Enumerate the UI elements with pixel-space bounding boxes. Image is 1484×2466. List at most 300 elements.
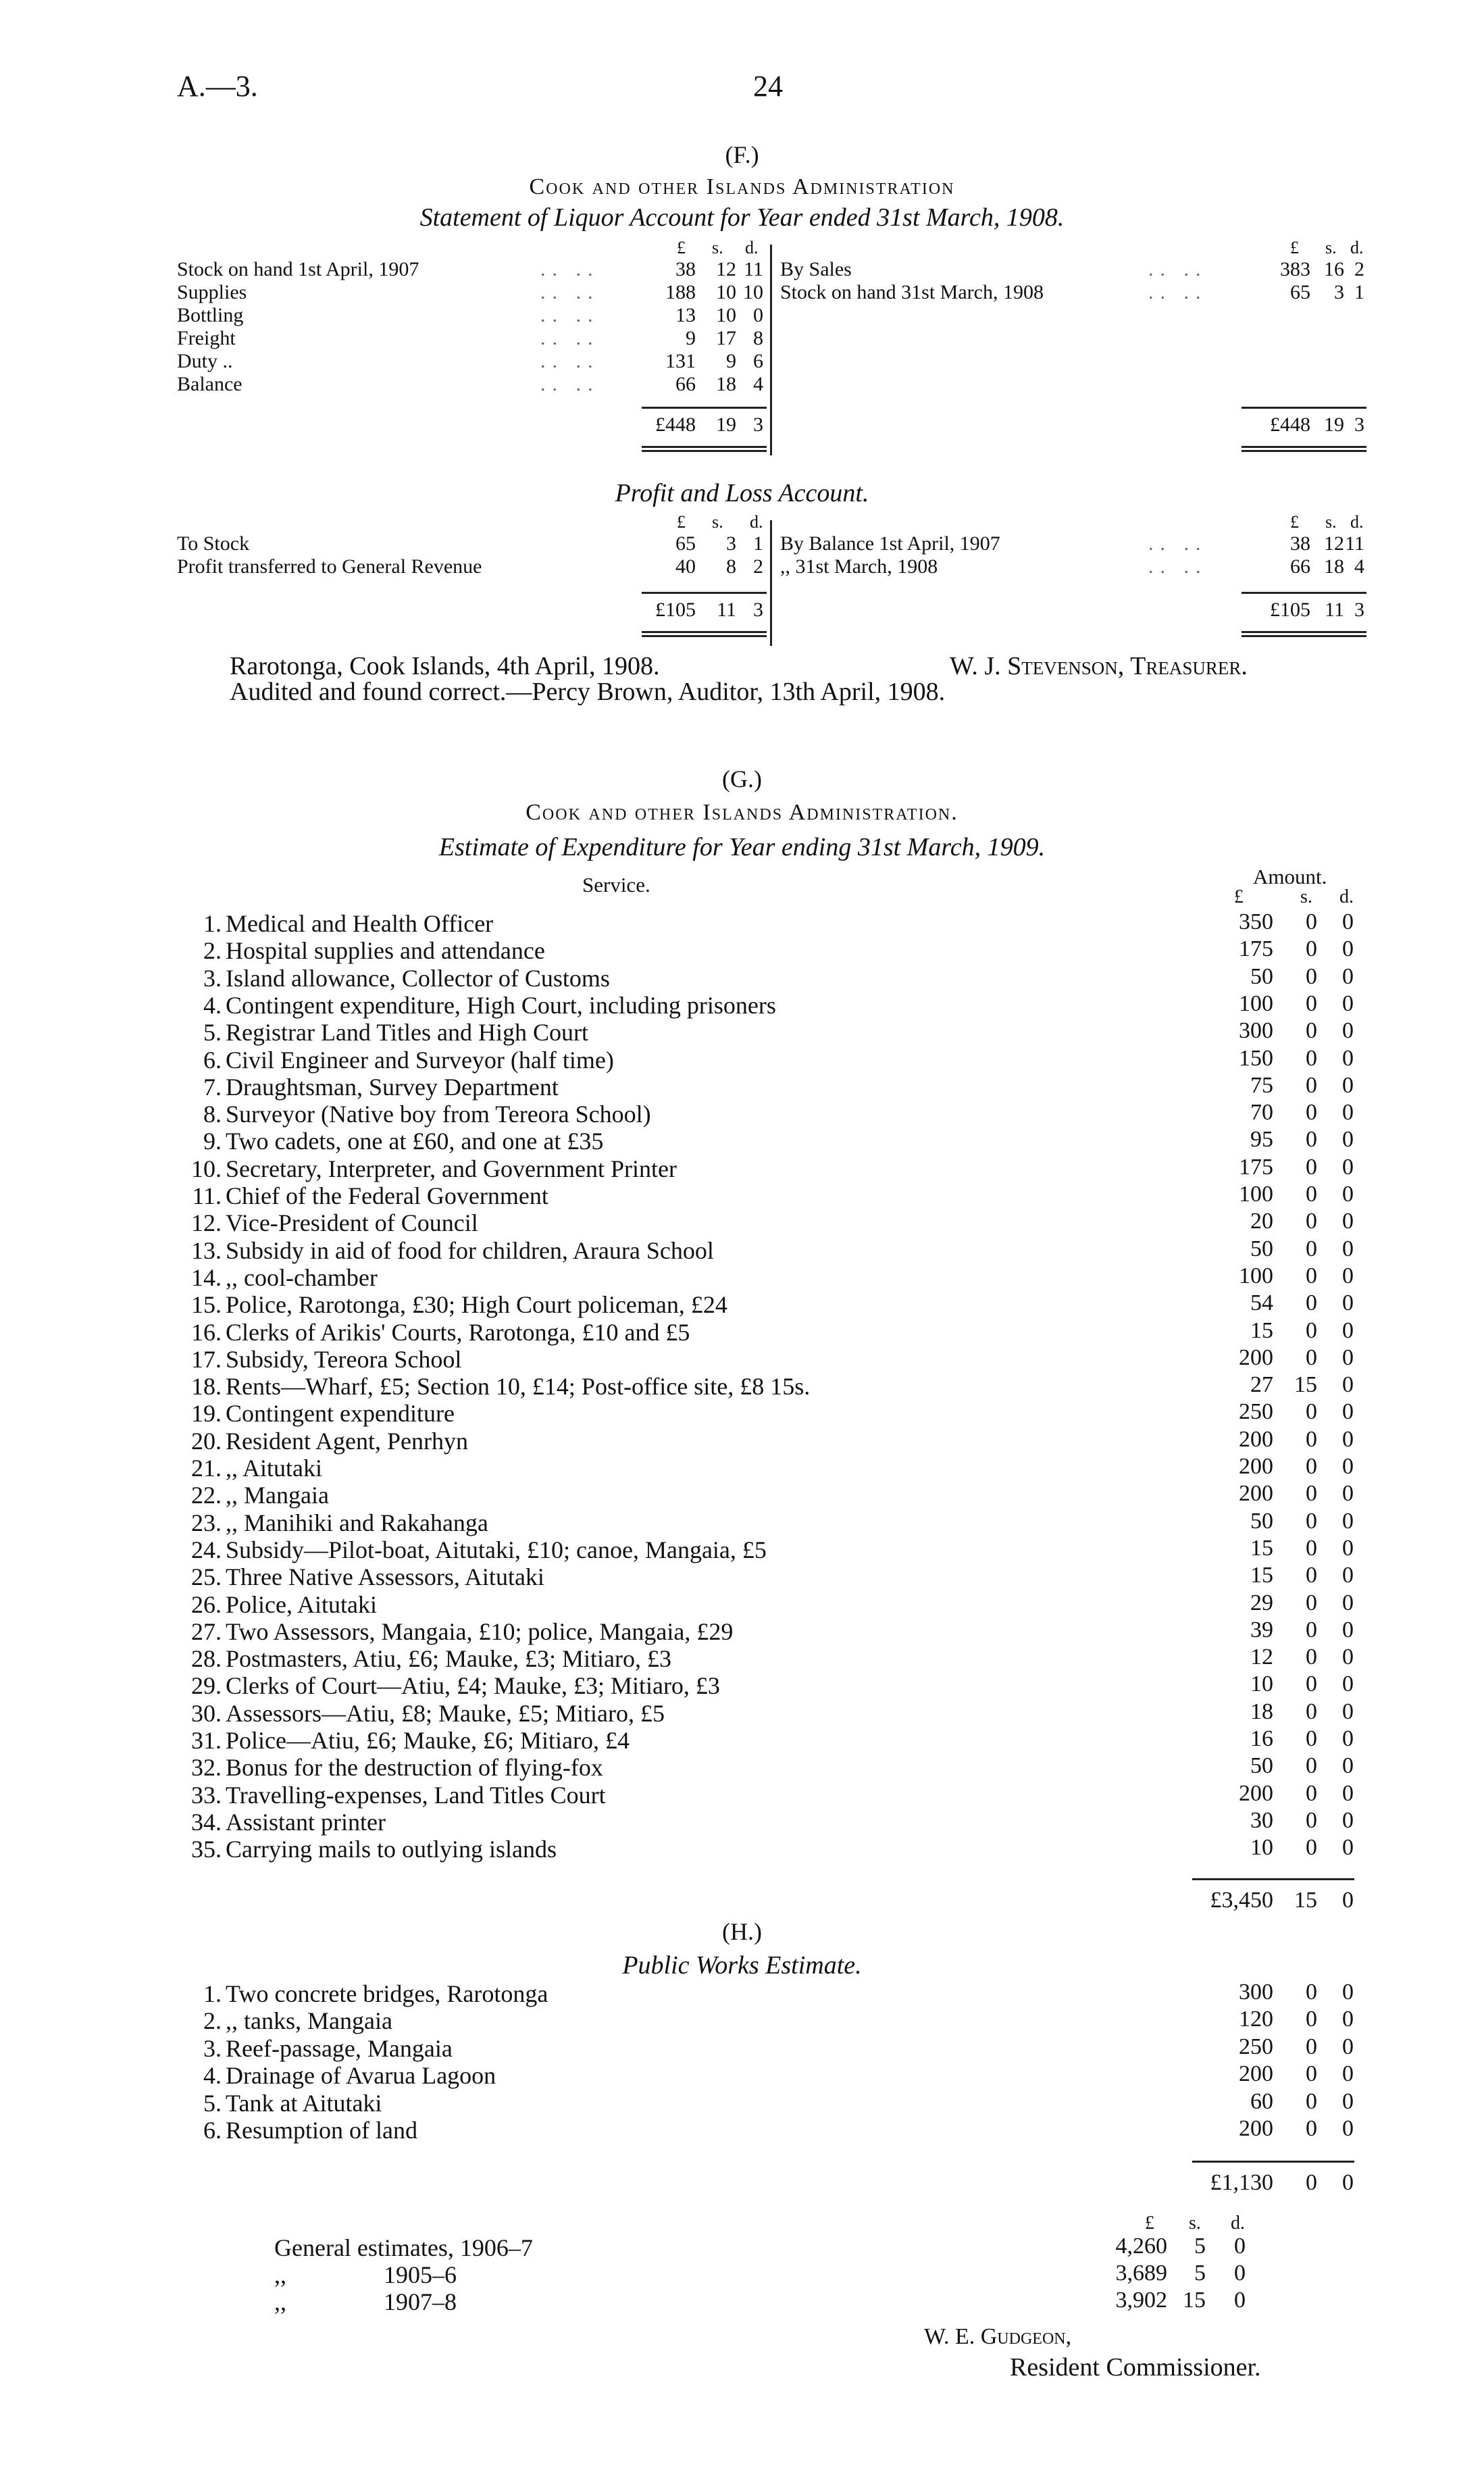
f-left-leader: .. .. [540, 304, 600, 326]
list-item-shillings: 0 [1306, 1535, 1317, 1561]
list-item-pence: 0 [1342, 1209, 1354, 1234]
list-item-label: Two Assessors, Mangaia, £10; police, Mangaia, £29 [226, 1617, 734, 1645]
list-item-label: Three Native Assessors, Aitutaki [226, 1563, 544, 1591]
f-total-left-pounds: £448 [655, 413, 696, 436]
list-item-pence: 0 [1342, 1644, 1354, 1670]
list-item-shillings: 0 [1306, 1617, 1317, 1642]
gen-pounds: 4,260 [1115, 2234, 1167, 2259]
list-item-label: Two cadets, one at £60, and one at £35 [226, 1128, 604, 1155]
f-right-label: By Sales [780, 258, 852, 280]
gen-label: General estimates, 1906–7 [274, 2234, 533, 2261]
list-item-label: Chief of the Federal Government [226, 1182, 548, 1209]
list-item-pounds: 15 [1250, 1563, 1273, 1588]
list-item-pounds: 10 [1250, 1671, 1273, 1697]
list-item-shillings: 0 [1306, 909, 1317, 934]
list-item-label: Rents—Wharf, £5; Section 10, £14; Post-office site, £8 15s. [226, 1373, 811, 1401]
list-item-pence: 0 [1342, 1535, 1354, 1561]
list-item-pounds: 15 [1250, 1535, 1273, 1561]
list-item-pence: 0 [1342, 1980, 1354, 2005]
list-item-shillings: 0 [1306, 1590, 1317, 1615]
list-item-shillings: 0 [1306, 1209, 1317, 1234]
list-item-label: Carrying mails to outlying islands [226, 1836, 557, 1863]
list-item-pounds: 100 [1239, 1263, 1273, 1288]
list-item-number: 10. [191, 1155, 222, 1182]
f-left-leader: .. .. [540, 350, 600, 372]
f-right-pounds: 383 [1280, 258, 1310, 280]
f-left-pounds: 9 [686, 327, 696, 349]
list-item-label: Subsidy—Pilot-boat, Aitutaki, £10; canoe, Mangaia, £5 [226, 1536, 767, 1563]
pl-total-rule [1242, 631, 1366, 633]
list-item-pounds: 175 [1239, 1154, 1273, 1180]
f-left-pence: 6 [753, 350, 763, 372]
list-item-pence: 0 [1342, 1018, 1354, 1044]
pl-total-rule [1242, 635, 1366, 637]
f-left-pence: 0 [753, 304, 763, 326]
pl-right-label: By Balance 1st April, 1907 [780, 532, 1000, 555]
section-h-letter: (H.) [722, 1918, 762, 1945]
list-item-pence: 0 [1342, 936, 1354, 962]
list-item-pence: 0 [1342, 1072, 1354, 1098]
commissioner-title: Resident Commissioner. [1010, 2353, 1261, 2382]
section-f-letter: (F.) [725, 141, 759, 168]
list-item-label: Reef-passage, Mangaia [226, 2034, 453, 2062]
list-item-shillings: 0 [1306, 1753, 1317, 1779]
list-item-number: 15. [191, 1291, 222, 1319]
list-item-pounds: 39 [1250, 1617, 1273, 1642]
f-right-pence: 2 [1354, 258, 1364, 280]
commissioner-name: W. E. Gudgeon, [924, 2324, 1072, 2349]
h-total-rule [1192, 2161, 1354, 2163]
g-col-pound: £ [1234, 886, 1244, 907]
section-g-title: Cook and other Islands Administration. [526, 800, 958, 825]
list-item-pounds: 15 [1250, 1317, 1273, 1343]
pl-col-head: d. [1350, 512, 1364, 532]
list-item-shillings: 0 [1306, 1154, 1317, 1180]
gen-col-pound: £ [1145, 2213, 1154, 2234]
list-item-label: ,, Aitutaki [226, 1455, 322, 1482]
pl-right-pounds: 38 [1290, 532, 1310, 555]
pl-left-shillings: 8 [726, 555, 736, 578]
list-item-shillings: 0 [1306, 2007, 1317, 2032]
list-item-shillings: 0 [1306, 1780, 1317, 1806]
list-item-number: 4. [203, 991, 222, 1019]
list-item-shillings: 0 [1306, 1399, 1317, 1425]
f-right-shillings: 16 [1324, 258, 1344, 280]
list-item-label: Surveyor (Native boy from Tereora School) [226, 1101, 651, 1128]
page-number: 24 [753, 70, 783, 103]
list-item-label: Drainage of Avarua Lagoon [226, 2062, 496, 2090]
list-item-label: Assessors—Atiu, £8; Mauke, £5; Mitiaro, £5 [226, 1699, 665, 1727]
list-item-number: 16. [191, 1318, 222, 1346]
f-col-head: s. [712, 238, 723, 257]
list-item-number: 32. [191, 1754, 222, 1782]
pl-left-pounds: 40 [675, 555, 696, 578]
pl-total-right-pounds: £105 [1270, 599, 1310, 621]
list-item-shillings: 0 [1306, 1290, 1317, 1316]
list-item-number: 3. [203, 964, 222, 992]
section-f-title: Cook and other Islands Administration [529, 174, 955, 199]
list-item-pence: 0 [1342, 2061, 1354, 2087]
sign-place: Rarotonga, Cook Islands, 4th April, 1908. [230, 652, 660, 680]
section-g-subtitle: Estimate of Expenditure for Year ending 31st March, 1909. [438, 833, 1046, 861]
f-left-pounds: 188 [665, 281, 696, 303]
g-total-rule [1192, 1878, 1354, 1880]
list-item-number: 5. [203, 1019, 222, 1047]
list-item-shillings: 0 [1306, 2116, 1317, 2141]
pl-total-left-shillings: 11 [717, 599, 736, 621]
list-item-number: 7. [203, 1073, 222, 1101]
list-item-shillings: 0 [1306, 1671, 1317, 1697]
list-item-number: 28. [191, 1645, 222, 1673]
f-left-shillings: 9 [726, 350, 736, 372]
f-right-shillings: 3 [1334, 281, 1344, 303]
list-item-pence: 0 [1342, 1399, 1354, 1425]
list-item-pounds: 100 [1239, 1182, 1273, 1207]
list-item-pounds: 16 [1250, 1726, 1273, 1751]
pl-divider [770, 520, 772, 646]
list-item-label: Contingent expenditure [226, 1400, 455, 1428]
list-item-label: ,, tanks, Mangaia [226, 2007, 392, 2035]
f-total-left-pence: 3 [753, 413, 763, 436]
list-item-pounds: 200 [1239, 2061, 1273, 2087]
f-divider [770, 245, 772, 455]
list-item-pence: 0 [1342, 1045, 1354, 1071]
f-left-pounds: 131 [665, 350, 696, 372]
f-total-right-pounds: £448 [1270, 413, 1310, 436]
list-item-number: 18. [191, 1373, 222, 1401]
list-item-number: 6. [203, 1046, 222, 1074]
f-total-left-shillings: 19 [716, 413, 736, 436]
gen-shillings: 5 [1194, 2234, 1206, 2259]
list-item-label: Resumption of land [226, 2117, 417, 2144]
list-item-shillings: 0 [1306, 1182, 1317, 1207]
pl-total-rule [642, 592, 767, 594]
pl-total-left-pence: 3 [753, 599, 763, 621]
f-col-head: s. [1325, 238, 1337, 257]
gen-col-shilling: s. [1189, 2213, 1201, 2234]
list-item-shillings: 0 [1306, 936, 1317, 962]
list-item-number: 5. [203, 2089, 222, 2117]
list-item-shillings: 0 [1306, 1072, 1317, 1098]
list-item-number: 14. [191, 1263, 222, 1291]
list-item-number: 6. [203, 2117, 222, 2144]
pl-left-label: Profit transferred to General Revenue [177, 555, 482, 578]
list-item-pounds: 30 [1250, 1807, 1273, 1833]
gen-pence: 0 [1234, 2261, 1246, 2286]
pl-right-shillings: 18 [1324, 555, 1344, 578]
list-item-shillings: 0 [1306, 1236, 1317, 1261]
list-item-label: Clerks of Arikis' Courts, Rarotonga, £10 and £5 [226, 1318, 690, 1346]
f-left-label: Bottling [177, 304, 244, 326]
f-left-shillings: 18 [716, 373, 736, 395]
list-item-pounds: 200 [1239, 1344, 1273, 1370]
list-item-pence: 0 [1342, 1481, 1354, 1507]
gen-label: ,, 1905–6 [274, 2261, 457, 2288]
list-item-number: 30. [191, 1699, 222, 1727]
list-item-label: Police, Aitutaki [226, 1590, 377, 1618]
list-item-pounds: 200 [1239, 1426, 1273, 1452]
list-item-pence: 0 [1342, 1726, 1354, 1751]
f-left-label: Balance [177, 373, 242, 395]
total-pounds: £3,450 [1210, 1888, 1273, 1913]
list-item-number: 33. [191, 1781, 222, 1809]
list-item-label: Medical and Health Officer [226, 910, 494, 937]
list-item-pounds: 60 [1250, 2088, 1273, 2114]
f-right-pence: 1 [1354, 281, 1364, 303]
f-total-right-shillings: 19 [1324, 413, 1344, 436]
list-item-label: Draughtsman, Survey Department [226, 1073, 559, 1101]
f-right-leader: .. .. [1148, 258, 1208, 280]
f-left-pence: 11 [744, 258, 763, 280]
list-item-pence: 0 [1342, 990, 1354, 1016]
f-left-label: Duty .. [177, 350, 233, 372]
list-item-number: 31. [191, 1727, 222, 1754]
list-item-pence: 0 [1342, 2034, 1354, 2059]
list-item-label: Registrar Land Titles and High Court [226, 1019, 588, 1047]
page-code: A.—3. [177, 70, 258, 103]
pl-total-rule [642, 635, 767, 637]
list-item-shillings: 0 [1306, 1100, 1317, 1126]
section-f-subtitle: Statement of Liquor Account for Year ended 31st March, 1908. [419, 203, 1065, 232]
list-item-pounds: 95 [1250, 1127, 1273, 1153]
list-item-label: Island allowance, Collector of Customs [226, 964, 610, 992]
list-item-pounds: 20 [1250, 1209, 1273, 1234]
list-item-number: 27. [191, 1617, 222, 1645]
gen-pence: 0 [1234, 2288, 1246, 2313]
list-item-shillings: 0 [1306, 1980, 1317, 2005]
list-item-label: Civil Engineer and Surveyor (half time) [226, 1046, 614, 1074]
gen-shillings: 5 [1194, 2261, 1206, 2286]
list-item-pounds: 300 [1239, 1980, 1273, 2005]
f-left-pounds: 38 [675, 258, 696, 280]
pl-left-pence: 1 [753, 532, 763, 555]
list-item-pence: 0 [1342, 1100, 1354, 1126]
list-item-pounds: 200 [1239, 1454, 1273, 1479]
f-total-rule [1242, 407, 1366, 409]
f-right-leader: .. .. [1148, 281, 1208, 303]
list-item-label: Clerks of Court—Atiu, £4; Mauke, £3; Mitiaro, £3 [226, 1672, 720, 1700]
list-item-pence: 0 [1342, 1263, 1354, 1288]
list-item-pounds: 200 [1239, 2116, 1273, 2141]
pl-right-pence: 4 [1354, 555, 1364, 578]
pl-right-shillings: 12 [1324, 532, 1344, 555]
list-item-pounds: 27 [1250, 1372, 1273, 1398]
section-h-title: Public Works Estimate. [622, 1951, 862, 1980]
list-item-label: Subsidy in aid of food for children, Araura School [226, 1236, 714, 1264]
list-item-pounds: 50 [1250, 1753, 1273, 1779]
list-item-shillings: 0 [1306, 1835, 1317, 1861]
list-item-shillings: 0 [1306, 990, 1317, 1016]
treasurer-signature: W. J. Stevenson, Treasurer. [950, 652, 1248, 680]
f-left-pence: 4 [753, 373, 763, 395]
f-total-rule [642, 450, 767, 452]
list-item-number: 26. [191, 1590, 222, 1618]
list-item-label: Tank at Aitutaki [226, 2089, 382, 2117]
list-item-number: 3. [203, 2034, 222, 2062]
list-item-pounds: 250 [1239, 2034, 1273, 2059]
list-item-shillings: 0 [1306, 1698, 1317, 1724]
profit-loss-title: Profit and Loss Account. [615, 479, 869, 507]
list-item-number: 9. [203, 1128, 222, 1155]
list-item-pounds: 250 [1239, 1399, 1273, 1425]
list-item-shillings: 0 [1306, 2088, 1317, 2114]
list-item-pounds: 50 [1250, 1508, 1273, 1534]
list-item-pence: 0 [1342, 1835, 1354, 1861]
f-col-head: £ [1290, 238, 1299, 257]
pl-left-pence: 2 [753, 555, 763, 578]
list-item-number: 1. [203, 910, 222, 937]
list-item-pence: 0 [1342, 1317, 1354, 1343]
pl-right-label: ,, 31st March, 1908 [780, 555, 938, 578]
list-item-pounds: 200 [1239, 1481, 1273, 1507]
list-item-pence: 0 [1342, 1617, 1354, 1642]
list-item-shillings: 0 [1306, 1563, 1317, 1588]
list-item-label: Resident Agent, Penrhyn [226, 1427, 468, 1455]
list-item-shillings: 0 [1306, 2061, 1317, 2087]
list-item-label: Hospital supplies and attendance [226, 937, 545, 965]
list-item-shillings: 0 [1306, 1807, 1317, 1833]
list-item-pounds: 200 [1239, 1780, 1273, 1806]
list-item-number: 2. [203, 937, 222, 965]
list-item-shillings: 0 [1306, 1317, 1317, 1343]
list-item-pence: 0 [1342, 2116, 1354, 2141]
pl-right-pounds: 66 [1290, 555, 1310, 578]
list-item-pounds: 75 [1250, 1072, 1273, 1098]
f-total-rule [642, 407, 767, 409]
list-item-pounds: 12 [1250, 1644, 1273, 1670]
list-item-shillings: 15 [1294, 1372, 1317, 1398]
f-left-pounds: 13 [675, 304, 696, 326]
gen-col-pence: d. [1231, 2213, 1245, 2234]
f-left-shillings: 12 [716, 258, 736, 280]
list-item-shillings: 0 [1306, 1018, 1317, 1044]
list-item-pounds: 29 [1250, 1590, 1273, 1615]
service-header: Service. [582, 873, 650, 897]
list-item-label: ,, cool-chamber [226, 1263, 378, 1291]
list-item-pence: 0 [1342, 1807, 1354, 1833]
list-item-shillings: 0 [1306, 1127, 1317, 1153]
list-item-number: 23. [191, 1509, 222, 1536]
total-pounds: £1,130 [1210, 2170, 1273, 2195]
list-item-shillings: 0 [1306, 1263, 1317, 1288]
list-item-number: 13. [191, 1236, 222, 1264]
list-item-shillings: 0 [1306, 963, 1317, 989]
pl-right-leader: .. .. [1148, 532, 1208, 555]
section-g-letter: (G.) [722, 765, 762, 792]
pl-total-rule [642, 631, 767, 633]
f-left-shillings: 10 [716, 304, 736, 326]
f-col-head: d. [745, 238, 759, 257]
list-item-number: 35. [191, 1836, 222, 1863]
f-right-label: Stock on hand 31st March, 1908 [780, 281, 1044, 303]
list-item-pence: 0 [1342, 2088, 1354, 2114]
list-item-pounds: 150 [1239, 1045, 1273, 1071]
list-item-shillings: 0 [1306, 1481, 1317, 1507]
f-total-rule [1242, 450, 1366, 452]
list-item-number: 4. [203, 2062, 222, 2090]
list-item-pounds: 100 [1239, 990, 1273, 1016]
list-item-label: Police, Rarotonga, £30; High Court policeman, £24 [226, 1291, 727, 1319]
pl-left-shillings: 3 [726, 532, 736, 555]
list-item-label: ,, Manihiki and Rakahanga [226, 1509, 488, 1536]
total-shillings: 0 [1306, 2170, 1317, 2195]
list-item-number: 24. [191, 1536, 222, 1563]
list-item-shillings: 0 [1306, 1426, 1317, 1452]
list-item-pence: 0 [1342, 1454, 1354, 1479]
list-item-pounds: 10 [1250, 1835, 1273, 1861]
f-left-leader: .. .. [540, 281, 600, 303]
list-item-pence: 0 [1342, 1236, 1354, 1261]
list-item-label: Police—Atiu, £6; Mauke, £6; Mitiaro, £4 [226, 1727, 630, 1754]
list-item-shillings: 0 [1306, 1045, 1317, 1071]
list-item-label: Assistant printer [226, 1808, 386, 1836]
f-left-label: Supplies [177, 281, 247, 303]
list-item-number: 21. [191, 1455, 222, 1482]
list-item-shillings: 0 [1306, 1454, 1317, 1479]
pl-total-left-pounds: £105 [655, 599, 696, 621]
pl-col-head: s. [1325, 512, 1337, 532]
gen-label: ,, 1907–8 [274, 2288, 457, 2315]
list-item-pence: 0 [1342, 1290, 1354, 1316]
list-item-pounds: 350 [1239, 909, 1273, 934]
gen-shillings: 15 [1183, 2288, 1206, 2313]
list-item-number: 1. [203, 1980, 222, 2007]
pl-total-right-pence: 3 [1354, 599, 1364, 621]
list-item-pence: 0 [1342, 1154, 1354, 1180]
list-item-pence: 0 [1342, 2007, 1354, 2032]
list-item-pence: 0 [1342, 1780, 1354, 1806]
list-item-pence: 0 [1342, 1127, 1354, 1153]
list-item-pence: 0 [1342, 1698, 1354, 1724]
list-item-number: 20. [191, 1427, 222, 1455]
list-item-number: 22. [191, 1482, 222, 1509]
pl-left-pounds: 65 [675, 532, 696, 555]
list-item-label: Bonus for the destruction of flying-fox [226, 1754, 603, 1782]
list-item-shillings: 0 [1306, 1344, 1317, 1370]
list-item-pounds: 175 [1239, 936, 1273, 962]
pl-col-head: £ [1290, 512, 1299, 532]
list-item-number: 25. [191, 1563, 222, 1591]
pl-total-right-shillings: 11 [1325, 599, 1344, 621]
f-left-pence: 10 [743, 281, 763, 303]
list-item-label: Postmasters, Atiu, £6; Mauke, £3; Mitiaro, £3 [226, 1645, 671, 1673]
list-item-pence: 0 [1342, 909, 1354, 934]
list-item-number: 11. [192, 1182, 222, 1209]
total-pence: 0 [1342, 1888, 1354, 1913]
f-left-shillings: 17 [716, 327, 736, 349]
list-item-pence: 0 [1342, 1182, 1354, 1207]
list-item-pence: 0 [1342, 963, 1354, 989]
total-shillings: 15 [1294, 1888, 1317, 1913]
list-item-pence: 0 [1342, 1344, 1354, 1370]
g-col-pence: d. [1339, 886, 1354, 907]
list-item-label: Two concrete bridges, Rarotonga [226, 1980, 548, 2007]
pl-col-head: s. [712, 512, 723, 532]
list-item-shillings: 0 [1306, 1508, 1317, 1534]
list-item-pence: 0 [1342, 1753, 1354, 1779]
f-col-head: £ [677, 238, 686, 257]
f-left-label: Stock on hand 1st April, 1907 [177, 258, 419, 280]
list-item-label: ,, Mangaia [226, 1482, 329, 1509]
list-item-pounds: 18 [1250, 1698, 1273, 1724]
list-item-label: Contingent expenditure, High Court, including prisoners [226, 991, 776, 1019]
list-item-pounds: 120 [1239, 2007, 1273, 2032]
list-item-label: Secretary, Interpreter, and Government Printer [226, 1155, 677, 1182]
list-item-pence: 0 [1342, 1426, 1354, 1452]
list-item-pence: 0 [1342, 1590, 1354, 1615]
f-col-head: d. [1350, 238, 1364, 257]
f-left-pence: 8 [753, 327, 763, 349]
